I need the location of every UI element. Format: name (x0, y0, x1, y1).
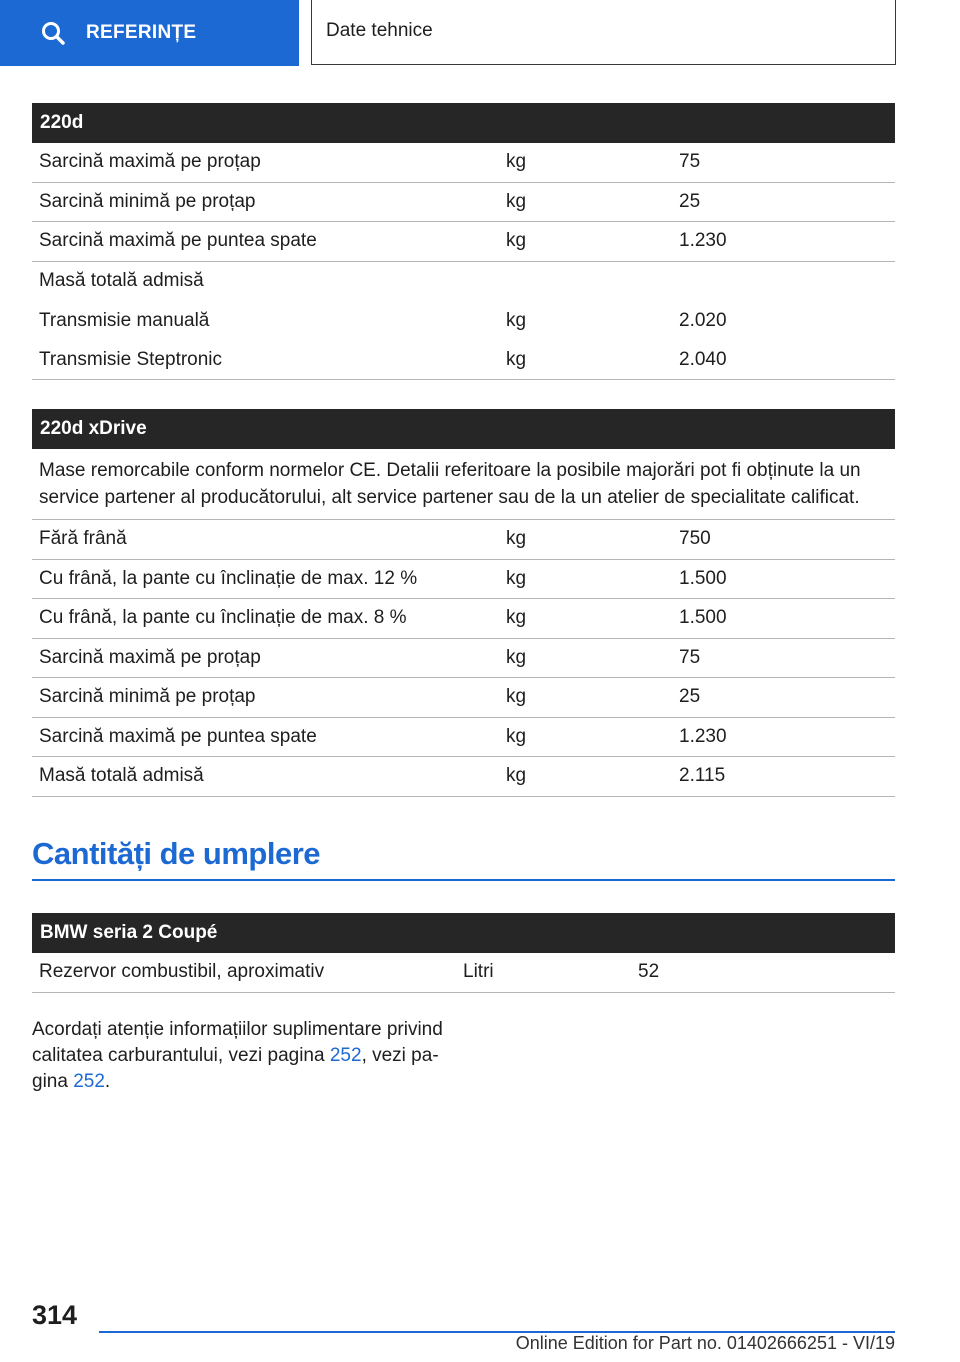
cell-unit: kg (506, 151, 527, 173)
table-row (32, 143, 895, 183)
cell-label: Sarcină maximă pe puntea spate (39, 725, 317, 747)
cell-label: Cu frână, la pante cu înclinație de max. 12 % (39, 567, 418, 589)
cell-unit: kg (506, 765, 527, 787)
table-fill-quantities (32, 913, 895, 993)
cell-label: Transmisie manuală (39, 309, 210, 331)
note-text: , vezi pa-gina (32, 1045, 439, 1092)
cell-label: Masă totală admisă (39, 270, 204, 292)
table-row (32, 678, 895, 718)
cell-value: 25 (679, 190, 701, 212)
cell-value: 1.500 (679, 607, 727, 629)
cell-label: Transmisie Steptronic (39, 348, 223, 370)
table-row (32, 599, 895, 639)
cell-value: 2.115 (679, 765, 726, 787)
cell-value: 1.230 (679, 230, 727, 252)
cell-label: Fără frână (39, 528, 127, 550)
table-220d-xdrive (32, 409, 895, 797)
table-row (32, 183, 895, 223)
cell-value: 2.020 (679, 309, 727, 331)
cell-unit: kg (506, 646, 527, 668)
page-link[interactable]: 252 (73, 1071, 105, 1092)
table-220d (32, 103, 895, 380)
table-row (32, 262, 895, 302)
cell-unit: kg (506, 607, 527, 629)
table-note: Mase remorcabile conform normelor CE. Detalii referitoare la posibile majorări pot fi obținute la un service partener al producătorului, alt service partener sau de la un atelier de specialitate calificat. (32, 449, 895, 520)
table-row (32, 560, 895, 600)
search-icon (40, 20, 66, 46)
references-label: REFERINȚE (86, 22, 197, 43)
cell-label: Sarcină minimă pe proțap (39, 190, 256, 212)
cell-unit: kg (506, 230, 527, 252)
cell-value: 52 (638, 961, 660, 983)
cell-label: Cu frână, la pante cu înclinație de max. 8 % (39, 607, 407, 629)
cell-label: Sarcină maximă pe proțap (39, 151, 261, 173)
cell-label: Sarcină minimă pe proțap (39, 686, 256, 708)
cell-value: 1.500 (679, 567, 727, 589)
cell-label: Rezervor combustibil, aproximativ (39, 961, 325, 983)
table-title: 220d (32, 103, 895, 143)
cell-unit: kg (506, 686, 527, 708)
table-row (32, 757, 895, 797)
table-row (32, 520, 895, 560)
note-text: Acordați atenție informațiilor suplimentare privind calitatea carburantului, vezi pagina (32, 1019, 443, 1066)
cell-value: 750 (679, 528, 711, 550)
table-row (32, 341, 895, 381)
cell-unit: kg (506, 528, 527, 550)
table-title: BMW seria 2 Coupé (32, 913, 895, 953)
page-number: 314 (32, 1300, 78, 1330)
table-row (32, 639, 895, 679)
cell-label: Masă totală admisă (39, 765, 204, 787)
table-row (32, 301, 895, 341)
fuel-quality-note (32, 1017, 452, 1095)
cell-unit: kg (506, 190, 527, 212)
cell-label: Sarcină maximă pe puntea spate (39, 230, 317, 252)
page-link[interactable]: 252 (329, 1045, 362, 1066)
cell-value: 75 (679, 151, 701, 173)
cell-value: 2.040 (679, 348, 727, 370)
cell-label: Sarcină maximă pe proțap (39, 646, 261, 668)
header (0, 0, 960, 66)
table-row (32, 953, 895, 993)
cell-value: 75 (679, 646, 701, 668)
cell-unit: kg (506, 309, 527, 331)
cell-unit: kg (506, 725, 527, 747)
section-heading: Cantități de umplere (32, 836, 895, 881)
cell-value: 25 (679, 686, 701, 708)
table-title: 220d xDrive (32, 409, 895, 449)
section-title: Date tehnice (311, 0, 896, 65)
table-row (32, 718, 895, 758)
cell-unit: Litri (463, 961, 494, 983)
note-text: . (104, 1071, 111, 1092)
cell-value: 1.230 (679, 725, 727, 747)
cell-unit: kg (506, 567, 527, 589)
references-button[interactable] (0, 0, 299, 66)
edition-text: Online Edition for Part no. 01402666251 - VI/19 (515, 1333, 895, 1353)
table-row (32, 222, 895, 262)
cell-unit: kg (506, 348, 527, 370)
